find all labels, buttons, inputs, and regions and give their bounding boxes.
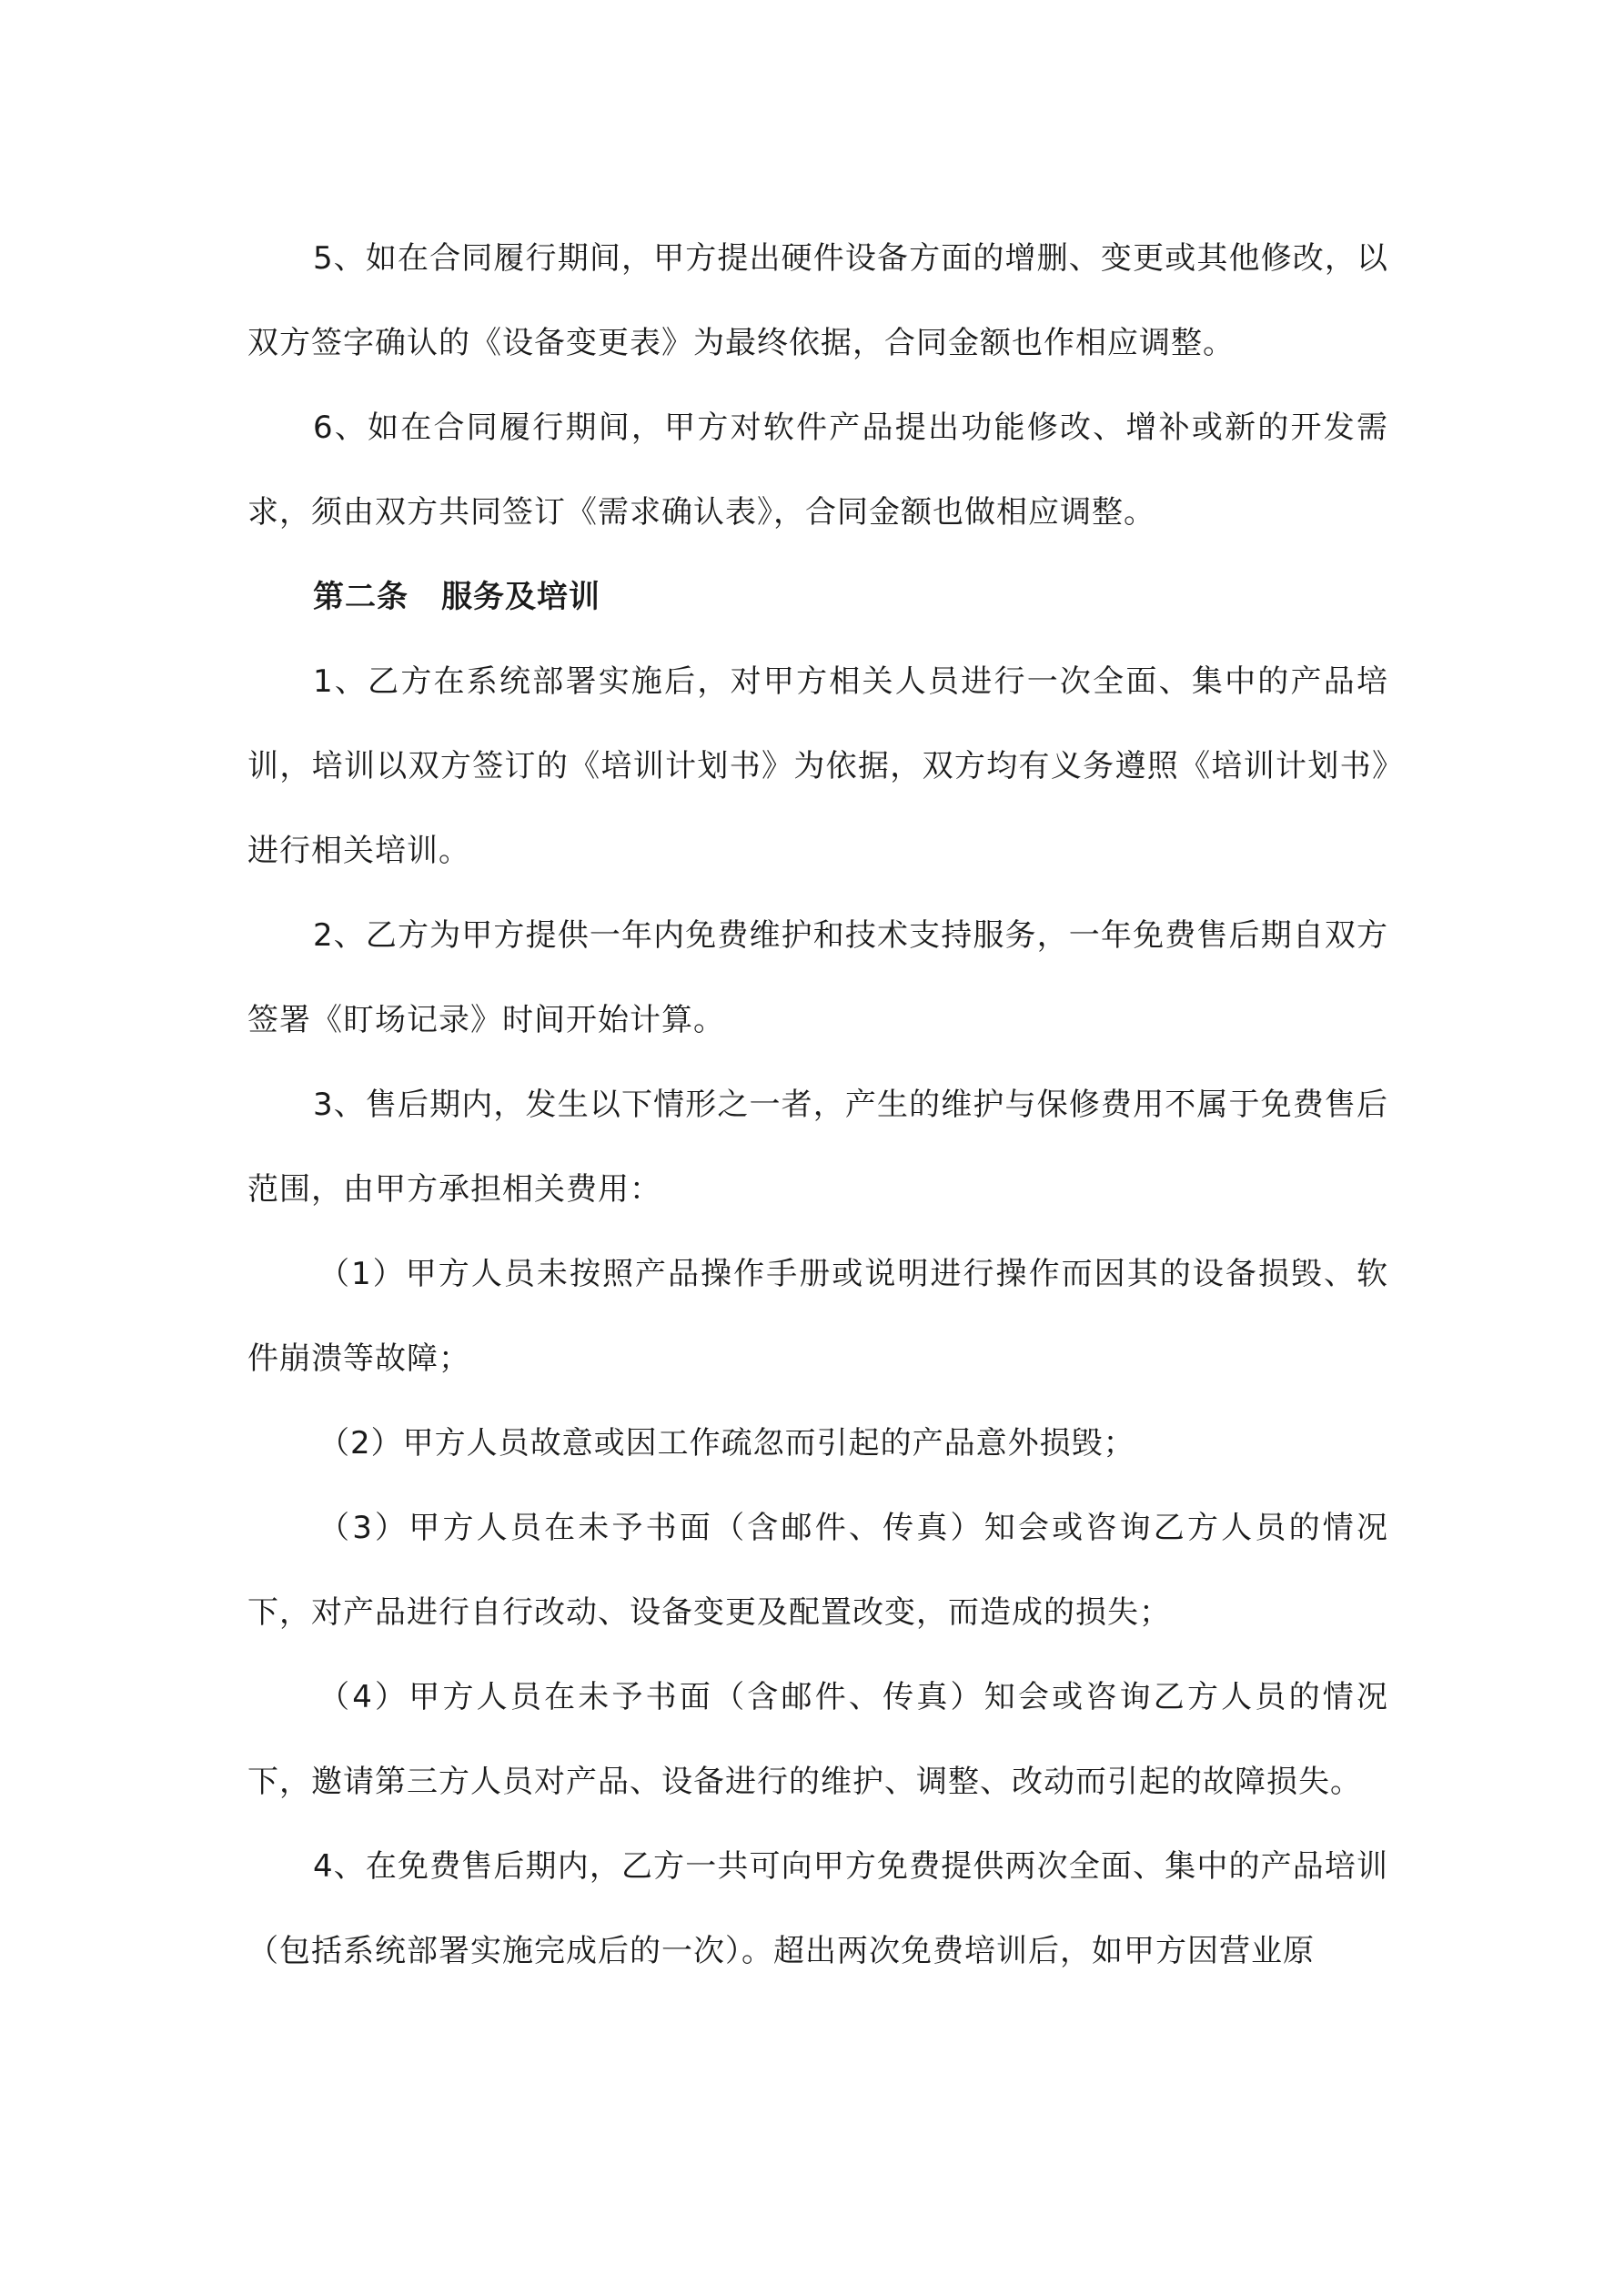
section-paragraph-1: 1、乙方在系统部署实施后，对甲方相关人员进行一次全面、集中的产品培训，培训以双方签订的《培训计划书》为依据，双方均有义务遵照《培训计划书》进行相关培训。 — [247, 663, 1388, 869]
sub-item-2: （2）甲方人员故意或因工作疏忽而引起的产品意外损毁； — [318, 1425, 1135, 1462]
section-heading — [247, 555, 1388, 640]
section-paragraph-2: 2、乙方为甲方提供一年内免费维护和技术支持服务，一年免费售后期自双方签署《盯场记录》时间开始计算。 — [247, 917, 1388, 1038]
clause-paragraph-5: 5、如在合同履行期间，甲方提出硬件设备方面的增删、变更或其他修改，以双方签字确认的《设备变更表》为最终依据，合同金额也作相应调整。 — [247, 240, 1388, 361]
clause-paragraph-6: 6、如在合同履行期间，甲方对软件产品提出功能修改、增补或新的开发需求，须由双方共同签订《需求确认表》，合同金额也做相应调整。 — [247, 410, 1388, 531]
sub-item-1: （1）甲方人员未按照产品操作手册或说明进行操作而因其的设备损毁、软件崩溃等故障； — [247, 1256, 1388, 1377]
sub-item-3: （3）甲方人员在未予书面（含邮件、传真）知会或咨询乙方人员的情况下，对产品进行自行改动、设备变更及配置改变，而造成的损失； — [247, 1510, 1388, 1631]
section-paragraph-4: 4、在免费售后期内，乙方一共可向甲方免费提供两次全面、集中的产品培训（包括系统部署实施完成后的一次）。超出两次免费培训后，如甲方因营业原 — [247, 1848, 1388, 1969]
section-number: 第二条 — [313, 579, 409, 615]
section-paragraph-3: 3、售后期内，发生以下情形之一者，产生的维护与保修费用不属于免费售后范围，由甲方承担相关费用： — [247, 1087, 1388, 1208]
document-body — [247, 217, 1388, 1994]
section-title: 服务及培训 — [441, 579, 600, 615]
sub-item-4: （4）甲方人员在未予书面（含邮件、传真）知会或咨询乙方人员的情况下，邀请第三方人员对产品、设备进行的维护、调整、改动而引起的故障损失。 — [247, 1679, 1388, 1800]
